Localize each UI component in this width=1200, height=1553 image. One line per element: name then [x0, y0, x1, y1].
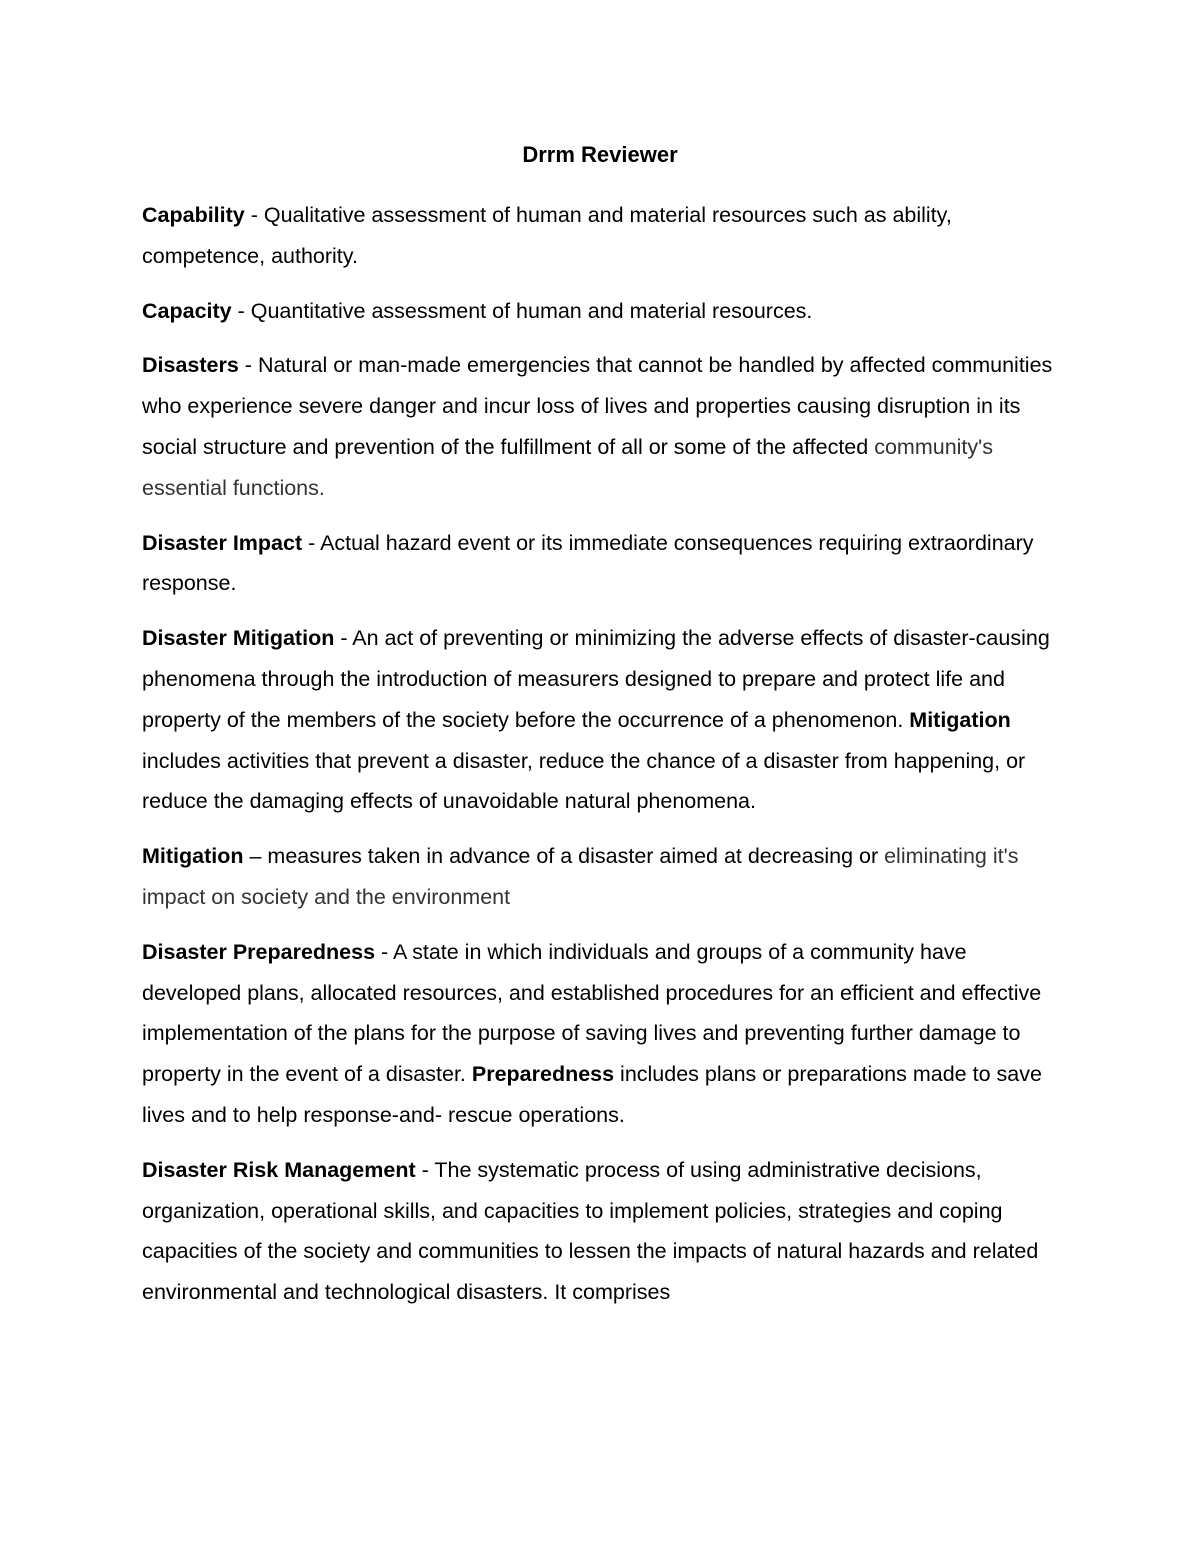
definition-continued: community's essential functions.: [142, 434, 994, 500]
entry-disaster-preparedness: [142, 932, 1067, 1136]
definition: Actual hazard event or its immediate consequences requiring extraordinary response.: [142, 530, 1034, 596]
definition: The systematic process of using administrative decisions, organization, operational skills, and capacities to implement policies, strategies and coping capacities of the society and communities to lessen the impacts of natural hazards and related environmental and technological disasters. It comprises: [142, 1157, 1039, 1305]
definition: A state in which individuals and groups of a community have developed plans, allocated resources, and established procedures for an efficient and effective implementation of the plans for the purpose of saving lives and preventing further damage to property in the event of a disaster.: [142, 939, 1042, 1087]
term: Disaster Mitigation: [142, 626, 335, 651]
entry-disasters: [142, 345, 1067, 508]
entry-disaster-impact: [142, 523, 1067, 605]
separator: -: [415, 1157, 435, 1182]
inline-term: Preparedness: [471, 1062, 615, 1087]
term: Disaster Preparedness: [142, 939, 376, 964]
separator: -: [334, 626, 353, 651]
separator: -: [238, 353, 258, 378]
document-title: Drrm Reviewer: [522, 142, 678, 167]
term: Mitigation: [142, 844, 244, 869]
term: Capability: [142, 203, 245, 227]
definition-continued: includes activities that prevent a disaster, reduce the chance of a disaster from happening, or reduce the damaging effects of unavoidable natural phenomena.: [142, 748, 1026, 814]
entry-disaster-risk-management: [142, 1150, 1067, 1313]
document-body: [142, 195, 1067, 1327]
definition: measures taken in advance of a disaster aimed at decreasing or: [267, 844, 879, 869]
separator: -: [302, 530, 321, 555]
definition: An act of preventing or minimizing the adverse effects of disaster-causing phenomena through the introduction of measurers designed to prepare and protect life and property of the members of the society before the occurrence of a phenomenon.: [142, 626, 1050, 732]
term: Capacity: [142, 298, 232, 323]
definition: Qualitative assessment of human and material resources such as ability, competence, authority.: [142, 203, 952, 268]
entry-capacity: [142, 291, 1067, 332]
definition-continued: includes plans or preparations made to save lives and to help response-and- rescue operations.: [142, 1062, 1042, 1127]
inline-term: Mitigation: [909, 707, 1011, 732]
separator: -: [375, 939, 393, 964]
definition-continued: eliminating it's impact on society and the environment: [142, 844, 1019, 909]
term: Disaster Risk Management: [142, 1157, 416, 1182]
entry-disaster-mitigation: [142, 618, 1067, 822]
definition: Natural or man-made emergencies that cannot be handled by affected communities who experience severe danger and incur loss of lives and properties causing disruption in its social structure and prevention of the fulfillment of all or some of the affected: [142, 353, 1053, 459]
term: Disasters: [142, 353, 239, 378]
separator: –: [243, 844, 268, 869]
entry-capability: [142, 195, 1067, 277]
separator: -: [244, 203, 264, 227]
separator: -: [231, 298, 251, 323]
entry-mitigation: [142, 836, 1067, 918]
term: Disaster Impact: [142, 530, 303, 555]
definition: Quantitative assessment of human and material resources.: [250, 298, 813, 323]
